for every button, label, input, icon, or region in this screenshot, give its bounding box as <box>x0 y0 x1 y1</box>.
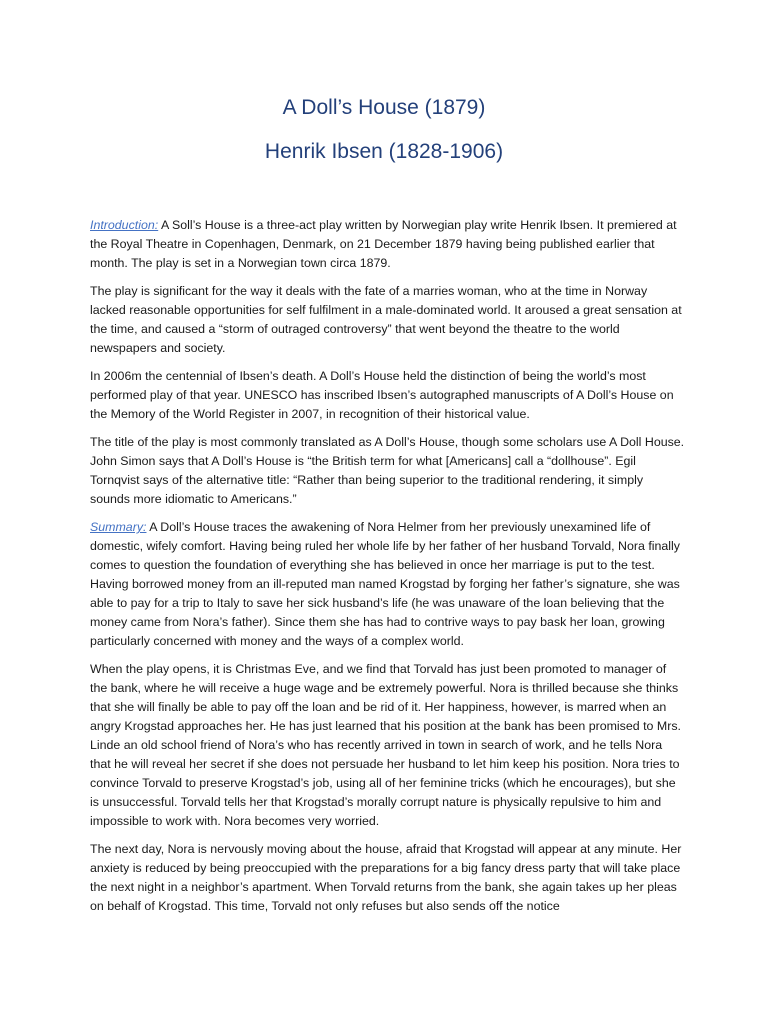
paragraph-significance: The play is significant for the way it deals with the fate of a marries woman, who at the time in Norway lacked reasonable opportunities for self fulfilment in a male-dominated world. It aroused a great sensation at the time, and caused a “storm of outraged controversy” that went beyond the theatre to the world newspapers and society. <box>90 284 682 355</box>
paragraph-next-day: The next day, Nora is nervously moving about the house, afraid that Krogstad will appear at any minute. Her anxiety is reduced by being preoccupied with the preparations for a big fancy dress party that will take place the next night in a neighbor’s apartment. When Torvald returns from the bank, she again takes up her pleas on behalf of Krogstad. This time, Torvald not only refuses but also sends off the notice <box>90 842 682 913</box>
summary-label: Summary: <box>90 520 147 534</box>
document-subtitle: Henrik Ibsen (1828-1906) <box>264 140 504 163</box>
paragraph-summary <box>90 518 686 651</box>
paragraph-centennial: In 2006m the centennial of Ibsen’s death. A Doll’s House held the distinction of being the world’s most performed play of that year. UNESCO has inscribed Ibsen’s autographed manuscripts of A Doll’s House on the Memory of the World Register in 2007, in recognition of their historical value. <box>90 369 674 421</box>
document-title: A Doll’s House (1879) <box>282 96 486 119</box>
paragraph-title-translation: The title of the play is most commonly translated as A Doll’s House, though some scholars use A Doll House. John Simon says that A Doll’s House is “the British term for what [Americans] call a “dollhouse”. Egil Tornqvist says of the alternative title: “Rather than being superior to the traditional rendering, it simply sounds more idiomatic to Americans.” <box>90 435 685 506</box>
summary-text: A Doll’s House traces the awakening of Nora Helmer from her previously unexamined life of domestic, wifely comfort. Having being ruled her whole life by her father of her husband Torvald, Nora finally comes to question the foundation of everything she has believed in once her marriage is put to the test. Having borrowed money from an ill-reputed man named Krogstad by forging her father’s signature, she was able to pay for a trip to Italy to save her sick husband’s life (he was unaware of the loan believing that the money came from Nora’s father). Since them she has had to contrive ways to pay bask her loan, growing particularly concerned with money and the ways of a complex world. <box>90 520 681 648</box>
introduction-text: A Soll’s House is a three-act play written by Norwegian play write Henrik Ibsen. It premiered at the Royal Theatre in Copenhagen, Denmark, on 21 December 1879 having being published earlier that month. The play is set in a Norwegian town circa 1879. <box>90 218 677 270</box>
document-body <box>90 216 686 925</box>
introduction-label: Introduction: <box>90 218 159 232</box>
paragraph-introduction <box>90 216 686 273</box>
paragraph-play-opens: When the play opens, it is Christmas Eve, and we find that Torvald has just been promoted to manager of the bank, where he will receive a huge wage and be extremely powerful. Nora is thrilled because she thinks that she will finally be able to pay off the loan and be rid of it. Her happiness, however, is marred when an angry Krogstad approaches her. He has just learned that his position at the bank has been promised to Mrs. Linde an old school friend of Nora’s who has recently arrived in town in search of work, and he tells Nora that he will reveal her secret if she does not persuade her husband to let him keep his position. Nora tries to convince Torvald to preserve Krogstad’s job, using all of her feminine tricks (which he encourages), but she is unsuccessful. Torvald tells her that Krogstad’s morally corrupt nature is physically repulsive to him and impossible to work with. Nora becomes very worried. <box>90 662 681 828</box>
